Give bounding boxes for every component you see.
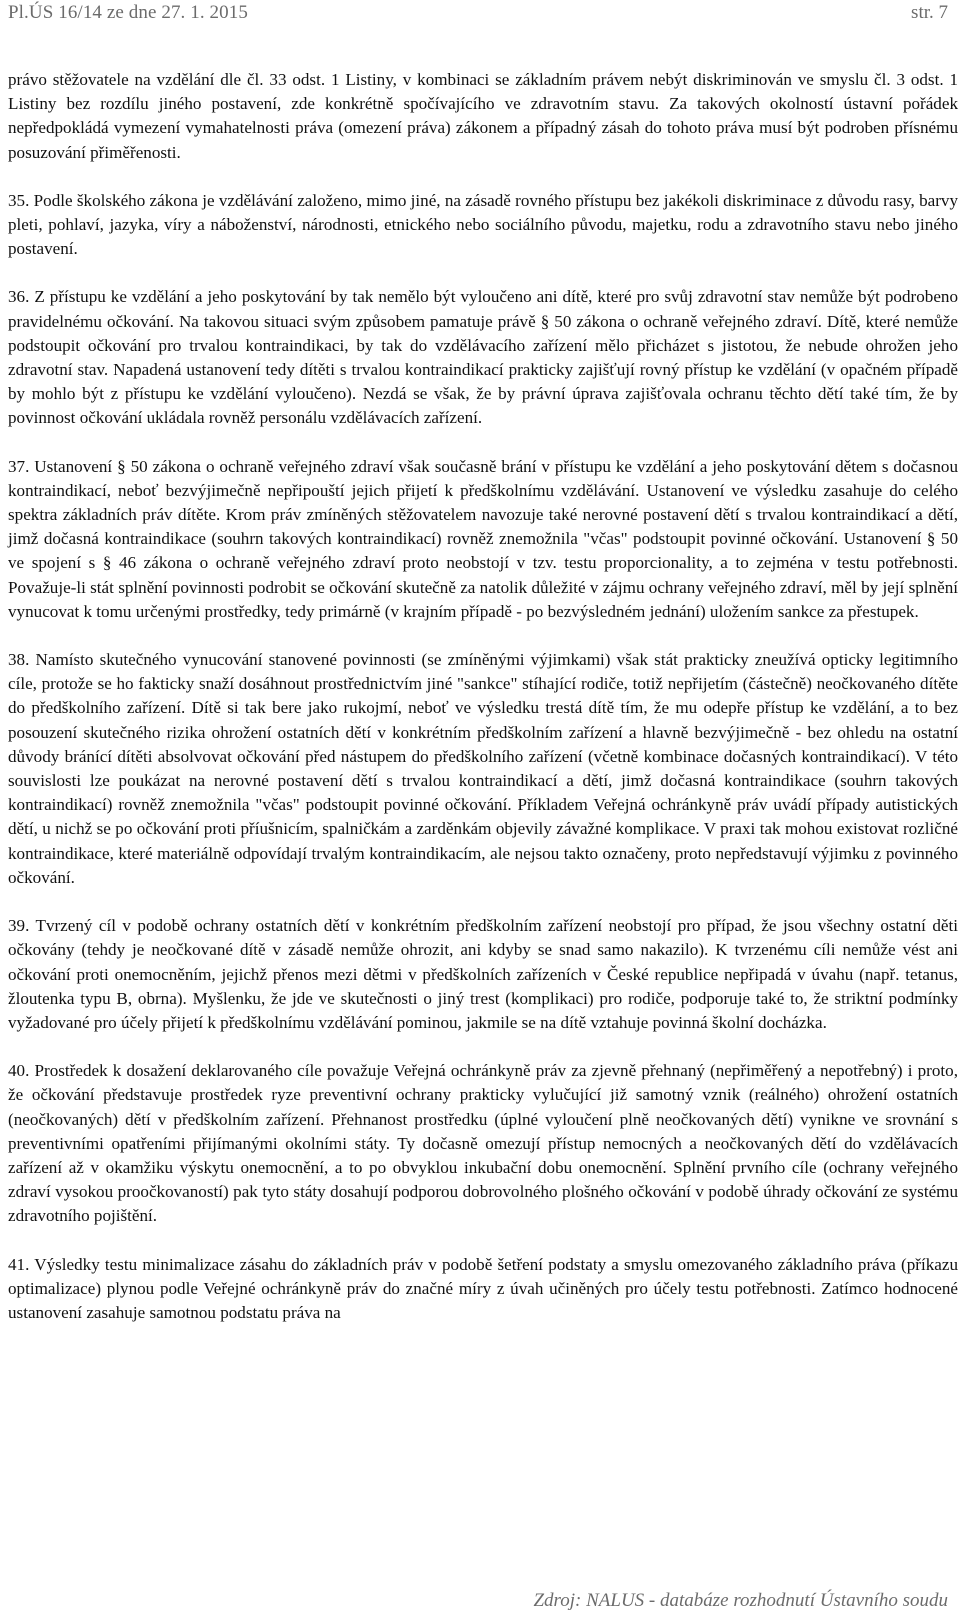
- paragraph-35: 35. Podle školského zákona je vzdělávání založeno, mimo jiné, na zásadě rovného přístupu bez jakékoli diskriminace z důvodu rasy, barvy pleti, pohlaví, jazyka, víry a náboženství, národnosti, etnického nebo sociálního původu, majetku, rodu a zdravotního stavu nebo jiného postavení.: [8, 190, 958, 259]
- paragraph-continuation: právo stěžovatele na vzdělání dle čl. 33 odst. 1 Listiny, v kombinaci se základním právem nebýt diskriminován ve smyslu čl. 3 odst. 1 Listiny bez rozdílu jiného postavení, zde konkrétně spočívajícího ve zdravotním stavu. Za takových okolností ústavní pořádek nepředpokládá vymezení vymahatelnosti práva (omezení práva) zákonem a případný zásah do tohoto práva musí být podroben přísnému posuzování přiměřenosti.: [8, 70, 958, 162]
- paragraph-39: 39. Tvrzený cíl v podobě ochrany ostatních dětí v konkrétním předškolním zařízení neobstojí pro případ, že jsou všechny ostatní děti očkovány (tehdy je neočkované dítě v zásadě nemůže ohrozit, ani kdyby se snad samo nakazilo). K tvrzenému cíli nemůže vést ani očkování proti onemocněním, jejichž přenos mezi dětmi v předškolních zařízeních v České republice nepřipadá v úvahu (např. tetanus, žloutenka typu B, obrna). Myšlenku, že jde ve skutečnosti o jiný trest (komplikaci) pro rodiče, podporuje také to, že striktní podmínky vyžadované pro účely přijetí k předškolnímu vzdělávání pominou, jakmile se na dítě vztahuje povinná školní docházka.: [8, 916, 958, 1032]
- source-footer: Zdroj: NALUS - databáze rozhodnutí Ústavního soudu: [533, 1590, 948, 1611]
- paragraph-41: 41. Výsledky testu minimalizace zásahu do základních práv v podobě šetření podstaty a smyslu omezovaného základního práva (příkazu optimalizace) plynou podle Veřejné ochránkyně práv do značné míry z úvah učiněných pro účely testu potřebnosti. Zatímco hodnocené ustanovení zasahuje samotnou podstatu práva na: [8, 1254, 958, 1322]
- paragraph-40: 40. Prostředek k dosažení deklarovaného cíle považuje Veřejná ochránkyně práv za zjevně přehnaný (nepřiměřený a nepotřebný) i proto, že očkování představuje prostředek ryze preventivní ochrany prakticky vylučující již samotný vznik (reálného) ohrožení ostatních (neočkovaných) dětí v předškolním zařízení. Přehnanost prostředku (úplné vyloučení plně neočkovaných dětí) vynikne ve srovnání s preventivními opatřeními přijímanými okolními státy. Ty dočasně omezují přístup nemocných a neočkovaných dětí do vzdělávacích zařízení až v okamžiku výskytu onemocnění, a to po obvyklou inkubační dobu onemocnění. Splnění prvního cíle (ochrany veřejného zdraví vysokou proočkovaností) pak tyto státy dosahují podporou dobrovolného plošného očkování v podobě úhrady očkování ze systému zdravotního pojištění.: [8, 1061, 958, 1226]
- paragraph-38: 38. Namísto skutečného vynucování stanovené povinnosti (se zmíněnými výjimkami) však stát prakticky zneužívá opticky legitimního cíle, protože se ho fakticky snaží dosáhnout prostřednictvím jiné "sankce" stíhající rodiče, totiž nepřijetím (částečně) neočkovaného dítěte do předškolního zařízení. Dítě si tak bere jako rukojmí, neboť ve výsledku trestá dítě tím, že mu odepře přístup ke vzdělání, a to bez posouzení skutečného rizika ohrožení ostatních dětí v konkrétním předškolním zařízení a hlavně bezvýjimečně - bez ohledu na ostatní důvody bránící dítěti absolvovat očkování před nástupem do předškolního zařízení (včetně kombinace dočasných kontraindikací). V této souvislosti lze poukázat na nerovné postavení dětí s trvalou kontraindikací a dětí, jimž dočasná kontraindikace (souhrn takových kontraindikací) rovněž znemožnila "včas" podstoupit povinné očkování. Příkladem Veřejná ochránkyně práv uvádí případy autistických dětí, u nichž se po očkování proti příušnicím, spalničkám a zarděnkám objevily závažné komplikace. V praxi tak mohou existovat rozličné kontraindikace, které materiálně odpovídají trvalým kontraindikacím, ale nejsou takto označeny, proto nepředstavují výjimku z povinného očkování.: [8, 650, 958, 887]
- document-body: [8, 68, 958, 1325]
- paragraph-37: 37. Ustanovení § 50 zákona o ochraně veřejného zdraví však současně brání v přístupu ke vzdělání a jeho poskytování dětem s dočasnou kontraindikací, neboť bezvýjimečně nepřipouští jejich přijetí k předškolnímu vzdělávání. Ustanovení ve výsledku zasahuje do celého spektra základních práv dítěte. Krom práv zmíněných stěžovatelem navozuje také nerovné postavení dětí s trvalou kontraindikací a dětí, jimž dočasná kontraindikace (souhrn takových kontraindikací) rovněž znemožnila "včas" podstoupit povinné očkování. Ustanovení § 50 ve spojení s § 46 zákona o ochraně veřejného zdraví proto neobstojí v tzv. testu proporcionality, a to zejména v testu potřebnosti. Považuje-li stát splnění povinnosti podrobit se očkování skutečně za natolik důležité v zájmu ochrany veřejného zdraví, měl by její splnění vynucovat k tomu určenými prostředky, tedy primárně (v krajním případě - po bezvýsledném jednání) uložením sankce za přestupek.: [8, 456, 958, 621]
- case-reference: Pl.ÚS 16/14 ze dne 27. 1. 2015: [8, 2, 248, 23]
- page-number: str. 7: [911, 2, 948, 23]
- paragraph-36: 36. Z přístupu ke vzdělání a jeho poskytování by tak nemělo být vyloučeno ani dítě, které pro svůj zdravotní stav nemůže být podrobeno pravidelnému očkování. Na takovou situaci svým způsobem pamatuje právě § 50 zákona o ochraně veřejného zdraví. Dítě, které nemůže podstoupit očkování pro trvalou kontraindikaci, by tak do vzdělávacího zařízení mělo přicházet s jistotou, že nebude ohrožen jeho zdravotní stav. Napadená ustanovení tedy dítěti s trvalou kontraindikací prakticky zajišťují rovný přístup ke vzdělání (v opačném případě by mohlo být z přístupu ke vzdělání vyloučeno). Nezdá se však, že by právní úprava zajišťovala ochranu těchto dětí také tím, že by povinnost očkování ukládala rovněž personálu vzdělávacích zařízení.: [8, 287, 958, 428]
- page-header: [8, 2, 948, 28]
